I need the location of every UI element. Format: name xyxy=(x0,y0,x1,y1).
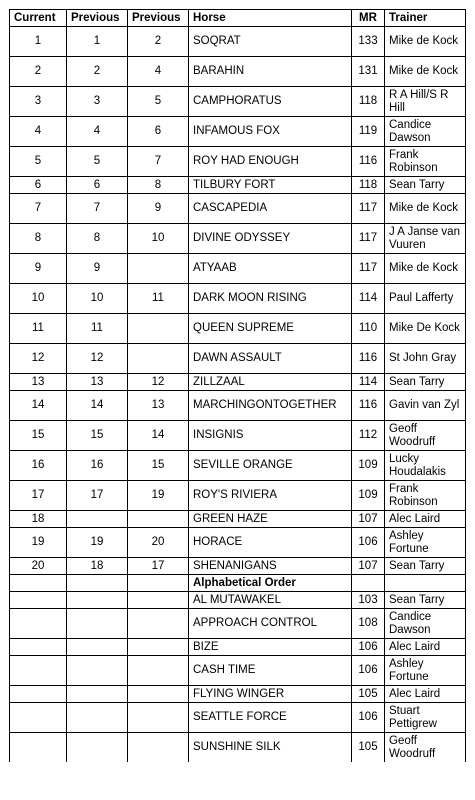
cell-trainer: Geoff Woodruff xyxy=(385,733,466,763)
table-row xyxy=(10,117,466,147)
cell-mr: 118 xyxy=(352,87,385,117)
cell-trainer: Mike De Kock xyxy=(385,314,466,344)
cell-trainer: Sean Tarry xyxy=(385,177,466,194)
cell-mr: 106 xyxy=(352,656,385,686)
table-row xyxy=(10,87,466,117)
cell-current xyxy=(10,609,67,639)
cell-previous-1: 8 xyxy=(67,224,128,254)
cell-horse: QUEEN SUPREME xyxy=(189,314,352,344)
cell-mr: 110 xyxy=(352,314,385,344)
cell-current: 14 xyxy=(10,391,67,421)
cell-mr: 119 xyxy=(352,117,385,147)
cell-current: 13 xyxy=(10,374,67,391)
cell-horse: MARCHINGONTOGETHER xyxy=(189,391,352,421)
cell-trainer: R A Hill/S R Hill xyxy=(385,87,466,117)
cell-current xyxy=(10,575,67,592)
table-row xyxy=(10,57,466,87)
cell-horse: ROY'S RIVIERA xyxy=(189,481,352,511)
cell-previous-1: 3 xyxy=(67,87,128,117)
table-row xyxy=(10,558,466,575)
cell-trainer: Frank Robinson xyxy=(385,147,466,177)
cell-horse: DAWN ASSAULT xyxy=(189,344,352,374)
cell-previous-2: 10 xyxy=(128,224,189,254)
cell-horse: SEATTLE FORCE xyxy=(189,703,352,733)
cell-previous-1 xyxy=(67,703,128,733)
cell-current: 10 xyxy=(10,284,67,314)
cell-mr xyxy=(352,575,385,592)
cell-mr: 114 xyxy=(352,284,385,314)
cell-trainer: Candice Dawson xyxy=(385,117,466,147)
cell-previous-2: 8 xyxy=(128,177,189,194)
cell-previous-1: 14 xyxy=(67,391,128,421)
cell-current: 20 xyxy=(10,558,67,575)
cell-mr: 117 xyxy=(352,254,385,284)
cell-current: 18 xyxy=(10,511,67,528)
cell-trainer: Candice Dawson xyxy=(385,609,466,639)
cell-horse: SUNSHINE SILK xyxy=(189,733,352,763)
col-header-horse: Horse xyxy=(189,10,352,27)
cell-mr: 103 xyxy=(352,592,385,609)
cell-mr: 114 xyxy=(352,374,385,391)
cell-previous-1: 6 xyxy=(67,177,128,194)
table-row xyxy=(10,27,466,57)
cell-current: 9 xyxy=(10,254,67,284)
cell-previous-1: 13 xyxy=(67,374,128,391)
cell-horse: ROY HAD ENOUGH xyxy=(189,147,352,177)
cell-trainer: St John Gray xyxy=(385,344,466,374)
cell-previous-2 xyxy=(128,254,189,284)
cell-trainer: Alec Laird xyxy=(385,639,466,656)
cell-trainer: Stuart Pettigrew xyxy=(385,703,466,733)
col-header-mr: MR xyxy=(352,10,385,27)
table-row xyxy=(10,374,466,391)
cell-previous-2: 20 xyxy=(128,528,189,558)
cell-previous-1 xyxy=(67,592,128,609)
cell-mr: 105 xyxy=(352,686,385,703)
cell-previous-2: 9 xyxy=(128,194,189,224)
cell-mr: 106 xyxy=(352,528,385,558)
cell-trainer: Sean Tarry xyxy=(385,374,466,391)
cell-current: 17 xyxy=(10,481,67,511)
cell-current xyxy=(10,733,67,763)
cell-horse: BIZE xyxy=(189,639,352,656)
table-row xyxy=(10,528,466,558)
cell-current: 15 xyxy=(10,421,67,451)
cell-trainer: Gavin van Zyl xyxy=(385,391,466,421)
cell-previous-2 xyxy=(128,575,189,592)
cell-mr: 117 xyxy=(352,194,385,224)
cell-previous-2: 6 xyxy=(128,117,189,147)
cell-horse: CASH TIME xyxy=(189,656,352,686)
cell-previous-2 xyxy=(128,639,189,656)
cell-previous-2 xyxy=(128,314,189,344)
cell-previous-2 xyxy=(128,344,189,374)
cell-trainer: Alec Laird xyxy=(385,686,466,703)
cell-mr: 107 xyxy=(352,511,385,528)
cell-mr: 109 xyxy=(352,451,385,481)
cell-horse: CASCAPEDIA xyxy=(189,194,352,224)
header-row xyxy=(10,10,466,27)
cell-current: 12 xyxy=(10,344,67,374)
ratings-table xyxy=(9,9,466,762)
cell-previous-1: 16 xyxy=(67,451,128,481)
cell-mr: 112 xyxy=(352,421,385,451)
cell-previous-1: 18 xyxy=(67,558,128,575)
cell-current xyxy=(10,592,67,609)
table-row xyxy=(10,609,466,639)
cell-previous-2: 17 xyxy=(128,558,189,575)
table-row xyxy=(10,451,466,481)
cell-previous-1 xyxy=(67,639,128,656)
cell-trainer: Alec Laird xyxy=(385,511,466,528)
cell-mr: 131 xyxy=(352,57,385,87)
table-row xyxy=(10,391,466,421)
cell-trainer: Mike de Kock xyxy=(385,57,466,87)
cell-current: 1 xyxy=(10,27,67,57)
cell-horse: APPROACH CONTROL xyxy=(189,609,352,639)
cell-horse: ATYAAB xyxy=(189,254,352,284)
cell-current: 7 xyxy=(10,194,67,224)
cell-horse: DIVINE ODYSSEY xyxy=(189,224,352,254)
cell-horse: CAMPHORATUS xyxy=(189,87,352,117)
table-row xyxy=(10,686,466,703)
cell-previous-1: 11 xyxy=(67,314,128,344)
cell-horse: SOQRAT xyxy=(189,27,352,57)
cell-mr: 107 xyxy=(352,558,385,575)
cell-previous-2 xyxy=(128,656,189,686)
cell-mr: 118 xyxy=(352,177,385,194)
cell-trainer: Ashley Fortune xyxy=(385,528,466,558)
cell-horse: FLYING WINGER xyxy=(189,686,352,703)
table-row xyxy=(10,177,466,194)
col-header-previous-1: Previous xyxy=(67,10,128,27)
col-header-trainer: Trainer xyxy=(385,10,466,27)
table-row xyxy=(10,314,466,344)
cell-mr: 116 xyxy=(352,147,385,177)
cell-current xyxy=(10,703,67,733)
cell-previous-2: 11 xyxy=(128,284,189,314)
cell-current xyxy=(10,686,67,703)
cell-previous-1: 2 xyxy=(67,57,128,87)
table-row xyxy=(10,421,466,451)
cell-current xyxy=(10,639,67,656)
cell-previous-1: 4 xyxy=(67,117,128,147)
cell-previous-2 xyxy=(128,686,189,703)
cell-horse: Alphabetical Order xyxy=(189,575,352,592)
table-row xyxy=(10,733,466,763)
cell-previous-1: 12 xyxy=(67,344,128,374)
col-header-previous-2: Previous xyxy=(128,10,189,27)
cell-mr: 116 xyxy=(352,344,385,374)
cell-previous-1 xyxy=(67,575,128,592)
cell-previous-1: 10 xyxy=(67,284,128,314)
cell-mr: 105 xyxy=(352,733,385,763)
cell-trainer xyxy=(385,575,466,592)
cell-trainer: Sean Tarry xyxy=(385,558,466,575)
cell-horse: BARAHIN xyxy=(189,57,352,87)
cell-trainer: Ashley Fortune xyxy=(385,656,466,686)
cell-horse: DARK MOON RISING xyxy=(189,284,352,314)
table-row xyxy=(10,224,466,254)
cell-horse: TILBURY FORT xyxy=(189,177,352,194)
table-row xyxy=(10,254,466,284)
table-row xyxy=(10,639,466,656)
table-row xyxy=(10,344,466,374)
cell-horse: INFAMOUS FOX xyxy=(189,117,352,147)
cell-previous-1: 15 xyxy=(67,421,128,451)
cell-mr: 133 xyxy=(352,27,385,57)
table-row xyxy=(10,656,466,686)
cell-mr: 106 xyxy=(352,639,385,656)
table-body xyxy=(10,27,466,763)
cell-horse: ZILLZAAL xyxy=(189,374,352,391)
cell-previous-2: 14 xyxy=(128,421,189,451)
cell-trainer: Mike de Kock xyxy=(385,194,466,224)
cell-current: 4 xyxy=(10,117,67,147)
cell-previous-2 xyxy=(128,511,189,528)
cell-previous-1 xyxy=(67,733,128,763)
cell-current: 5 xyxy=(10,147,67,177)
cell-mr: 108 xyxy=(352,609,385,639)
cell-previous-1: 7 xyxy=(67,194,128,224)
cell-previous-2: 4 xyxy=(128,57,189,87)
col-header-current: Current xyxy=(10,10,67,27)
cell-previous-1 xyxy=(67,511,128,528)
cell-mr: 117 xyxy=(352,224,385,254)
cell-current: 19 xyxy=(10,528,67,558)
cell-previous-2 xyxy=(128,609,189,639)
cell-current: 8 xyxy=(10,224,67,254)
cell-previous-1 xyxy=(67,686,128,703)
cell-previous-1: 17 xyxy=(67,481,128,511)
cell-trainer: Sean Tarry xyxy=(385,592,466,609)
cell-previous-2 xyxy=(128,733,189,763)
cell-previous-1: 5 xyxy=(67,147,128,177)
cell-previous-2: 2 xyxy=(128,27,189,57)
cell-trainer: Lucky Houdalakis xyxy=(385,451,466,481)
cell-mr: 109 xyxy=(352,481,385,511)
subheading-row xyxy=(10,575,466,592)
cell-mr: 106 xyxy=(352,703,385,733)
cell-previous-2: 5 xyxy=(128,87,189,117)
table-row xyxy=(10,194,466,224)
cell-horse: SHENANIGANS xyxy=(189,558,352,575)
cell-horse: HORACE xyxy=(189,528,352,558)
cell-trainer: Mike de Kock xyxy=(385,27,466,57)
table-row xyxy=(10,284,466,314)
cell-horse: INSIGNIS xyxy=(189,421,352,451)
cell-horse: SEVILLE ORANGE xyxy=(189,451,352,481)
cell-previous-1 xyxy=(67,609,128,639)
cell-horse: GREEN HAZE xyxy=(189,511,352,528)
cell-current: 16 xyxy=(10,451,67,481)
cell-previous-2 xyxy=(128,703,189,733)
cell-previous-1: 1 xyxy=(67,27,128,57)
table-row xyxy=(10,481,466,511)
table-row xyxy=(10,592,466,609)
cell-trainer: Paul Lafferty xyxy=(385,284,466,314)
cell-trainer: Mike de Kock xyxy=(385,254,466,284)
cell-current: 3 xyxy=(10,87,67,117)
cell-previous-1 xyxy=(67,656,128,686)
cell-trainer: J A Janse van Vuuren xyxy=(385,224,466,254)
cell-previous-2: 19 xyxy=(128,481,189,511)
cell-previous-2: 15 xyxy=(128,451,189,481)
cell-previous-1: 19 xyxy=(67,528,128,558)
cell-previous-2: 13 xyxy=(128,391,189,421)
cell-trainer: Frank Robinson xyxy=(385,481,466,511)
cell-previous-2: 12 xyxy=(128,374,189,391)
table-row xyxy=(10,703,466,733)
cell-current: 6 xyxy=(10,177,67,194)
table-row xyxy=(10,147,466,177)
cell-previous-2 xyxy=(128,592,189,609)
cell-trainer: Geoff Woodruff xyxy=(385,421,466,451)
cell-current xyxy=(10,656,67,686)
cell-previous-1: 9 xyxy=(67,254,128,284)
cell-current: 2 xyxy=(10,57,67,87)
cell-current: 11 xyxy=(10,314,67,344)
cell-horse: AL MUTAWAKEL xyxy=(189,592,352,609)
cell-previous-2: 7 xyxy=(128,147,189,177)
table-row xyxy=(10,511,466,528)
cell-mr: 116 xyxy=(352,391,385,421)
